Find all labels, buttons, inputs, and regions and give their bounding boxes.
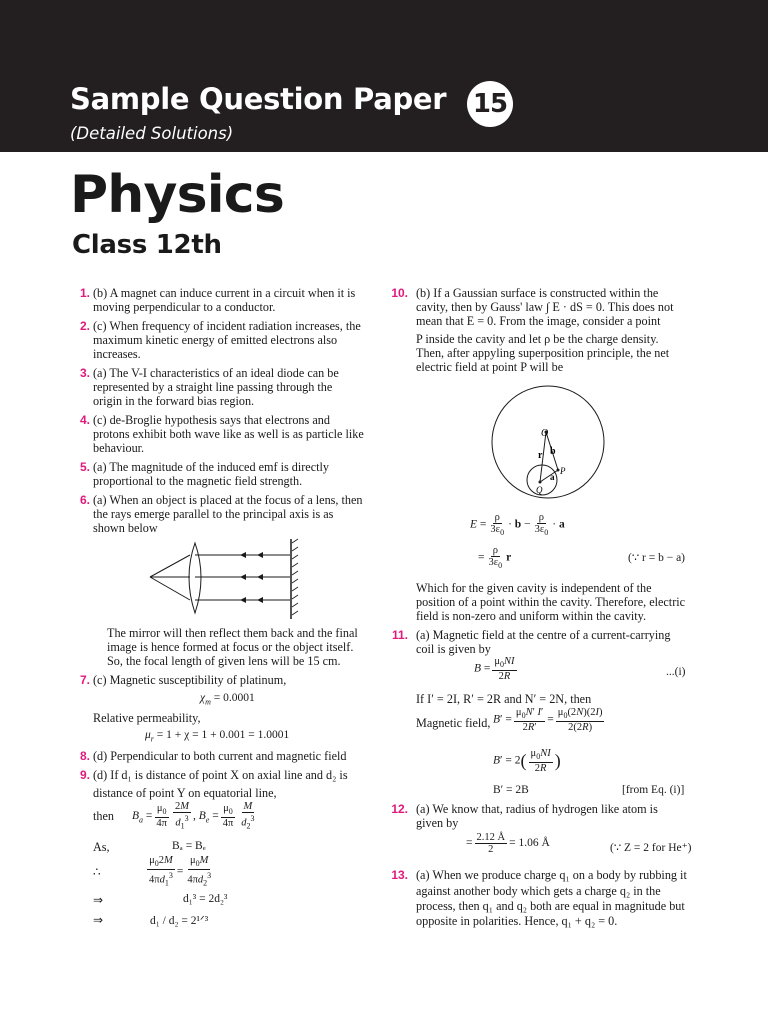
- equation-text: d₁ / d₂ = 2¹ᐟ³: [150, 915, 209, 927]
- question-number: 5.: [79, 460, 90, 474]
- equation-tag: ...(i): [666, 666, 686, 678]
- question-number: 11.: [391, 628, 408, 642]
- equation-text: d₁³ = 2d₂³: [183, 893, 228, 905]
- answer-line: electric field at point P will be: [416, 360, 564, 374]
- answer-line: moving perpendicular to a conductor.: [93, 300, 276, 314]
- equation-text: 2.12 Å: [476, 832, 506, 843]
- answer-line: (c) de-Broglie hypothesis says that electrons and: [93, 413, 330, 427]
- answer-line: (a) We know that, radius of hydrogen like atom is: [416, 802, 658, 816]
- equation-text: Bₐ = Bₑ: [172, 840, 206, 852]
- answer-line: behaviour.: [93, 441, 145, 455]
- equation-reference: [from Eq. (i)]: [622, 784, 685, 796]
- answer-line: represented by a straight line passing through the: [93, 380, 333, 394]
- paper-title: Sample Question Paper: [70, 82, 447, 116]
- answer-line: maximum kinetic energy of emitted electrons also: [93, 333, 338, 347]
- answer-line: If I′ = 2I, R′ = 2R and N′ = 2N, then: [416, 692, 592, 706]
- label-p: P: [560, 466, 566, 476]
- equation-text: B′ = 2B: [493, 784, 529, 796]
- equation-new-field: B′ = $\frac{\mu_0N' I'}{2R'}$ = $\frac{\mu_0(2N)(2I)}{2(2R)}$: [493, 707, 603, 734]
- answer-line: (d) Perpendicular to both current and magnetic field: [93, 749, 347, 763]
- answer-line: (a) The V-I characteristics of an ideal diode can be: [93, 366, 339, 380]
- answer-line: (c) When frequency of incident radiation increases, the: [93, 319, 361, 333]
- answer-line: given by: [416, 816, 459, 830]
- equation-magnetic-field: $B_a$ = $\frac{\mu_0}{4\pi}$ $\frac{2M}{d_1^3}$ , $B_e$ = $\frac{\mu_0}{4\pi}$ $\frac{M}{d_2^3}$: [132, 801, 255, 831]
- equation: $\mu_r = 1 + \chi = 1 + 0.001 = 1.0001$: [145, 729, 290, 744]
- equation-field: E = $\frac{\rho}{3\varepsilon_0}$ · b − $\frac{\rho}{3\varepsilon_0}$ · a: [470, 512, 565, 538]
- equation: $\chi_m = 0.0001$: [200, 692, 255, 707]
- header-banner: [0, 0, 768, 152]
- answer-line: opposite in polarities. Hence, q₁ + q₂ = 0.: [416, 914, 618, 928]
- answer-line: (a) Magnetic field at the centre of a current-carrying: [416, 628, 671, 642]
- implies-symbol: ⇒: [93, 893, 104, 907]
- answer-line: mean that E = 0. From the image, consider a point: [416, 314, 661, 328]
- answer-line: increases.: [93, 347, 141, 361]
- question-number: 7.: [79, 673, 90, 687]
- answer-line: (a) When an object is placed at the focus of a lens, then: [93, 493, 363, 507]
- answer-line: the rays emerge parallel to the principal axis is as: [93, 507, 334, 521]
- answer-line: P inside the cavity and let ρ be the charge density.: [416, 332, 659, 346]
- question-number: 13.: [391, 868, 408, 882]
- question-number: 2.: [79, 319, 90, 333]
- lens-ray-diagram: [145, 535, 305, 625]
- equation-radius: = $\frac{2.12 Å}{2}$ = 1.06 Å: [466, 832, 550, 855]
- answer-line: (b) A magnet can induce current in a circuit when it is: [93, 286, 356, 300]
- implies-symbol: ⇒: [93, 913, 104, 927]
- class-title: Class 12th: [72, 230, 222, 260]
- equation-text: = 1 + χ = 1 + 0.001 = 1.0001: [156, 729, 290, 741]
- answer-line: Then, after appyling superposition principle, the net: [416, 346, 670, 360]
- question-number: 12.: [391, 802, 408, 816]
- answer-line: (c) Magnetic susceptibility of platinum,: [93, 673, 287, 687]
- equation-coil-field: B = $\frac{\mu_0NI}{2R}$: [474, 656, 515, 683]
- paper-number-badge: 15: [467, 81, 513, 127]
- answer-line: process, then q₁ and q₂ both are equal in magnitude but: [416, 899, 685, 913]
- question-number: 6.: [79, 493, 90, 507]
- answer-line: Magnetic field,: [416, 716, 491, 730]
- answer-line: (a) When we produce charge q₁ on a body by rubbing it: [416, 868, 687, 882]
- answer-line: So, the focal length of given lens will be 15 cm.: [107, 654, 341, 668]
- equation-text: = 1.06 Å: [509, 837, 550, 850]
- answer-line: proportional to the magnetic field strength.: [93, 474, 303, 488]
- answer-line: (d) If d₁ is distance of point X on axial line and d₂ is: [93, 768, 348, 782]
- question-number: 1.: [79, 286, 90, 300]
- label-o: O: [541, 428, 549, 439]
- question-number: 4.: [79, 413, 90, 427]
- therefore-symbol: ∴: [93, 865, 101, 879]
- label-q: Q: [536, 485, 543, 495]
- subject-title: Physics: [70, 165, 284, 225]
- answer-line: field is non-zero and uniform within the cavity.: [416, 609, 647, 623]
- equation-field-result: = $\frac{\rho}{3\varepsilon_0}$ r: [478, 545, 512, 571]
- then-label: then: [93, 809, 114, 823]
- label-a: a: [550, 472, 555, 482]
- equation-new-field-2: B′ = 2( $\frac{\mu_0NI}{2R}$ ): [493, 748, 561, 775]
- question-number: 9.: [79, 768, 90, 782]
- answer-line: Which for the given cavity is independent of the: [416, 581, 652, 595]
- question-number: 10.: [391, 286, 408, 300]
- answer-line: Relative permeability,: [93, 711, 201, 725]
- equation-text: = 0.0001: [213, 692, 255, 704]
- question-number: 8.: [79, 749, 90, 763]
- answer-line: image is hence formed at focus or the object itself.: [107, 640, 354, 654]
- answer-line: distance of point Y on equatorial line,: [93, 786, 277, 800]
- answer-line: position of a point within the cavity. Therefore, electric: [416, 595, 686, 609]
- as-label: As,: [93, 840, 110, 854]
- answer-line: shown below: [93, 521, 158, 535]
- answer-line: cavity, then by Gauss' law ∫ E · dS = 0. This does not: [416, 300, 674, 314]
- answer-line: coil is given by: [416, 642, 491, 656]
- equation-note: (∵ r = b − a): [628, 552, 686, 564]
- answer-line: (a) The magnitude of the induced emf is directly: [93, 460, 329, 474]
- equation-note: (∵ Z = 2 for He⁺): [610, 842, 692, 854]
- paper-subtitle: (Detailed Solutions): [70, 124, 234, 143]
- equation-equality: $\frac{\mu_02M}{4\pi d_1^3}$ = $\frac{\mu_0M}{4\pi d_2^3}$: [149, 855, 212, 888]
- answer-line: origin in the forward bias region.: [93, 394, 255, 408]
- label-r: r: [538, 450, 543, 461]
- answer-line: The mirror will then reflect them back and the final: [107, 626, 358, 640]
- answer-line: protons exhibit both wave like as well is as particle like: [93, 427, 364, 441]
- answer-line: against another body which gets a charge q₂ in the: [416, 884, 661, 898]
- label-b: b: [550, 446, 556, 457]
- answer-line: (b) If a Gaussian surface is constructed within the: [416, 286, 659, 300]
- cavity-diagram: [488, 380, 628, 505]
- question-number: 3.: [79, 366, 90, 380]
